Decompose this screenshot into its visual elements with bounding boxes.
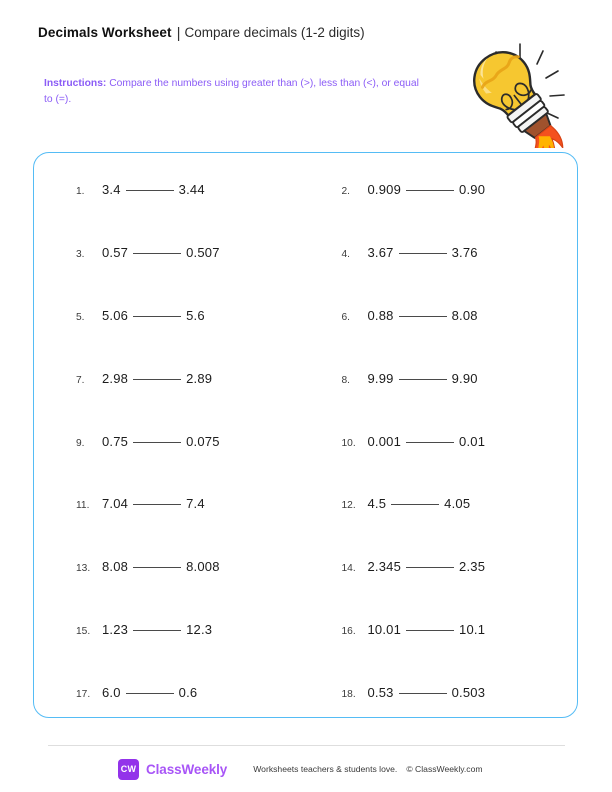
problem-number: 11. <box>76 500 90 512</box>
problem-right-value: 7.4 <box>186 496 205 512</box>
problem-expression <box>368 370 478 388</box>
answer-blank[interactable] <box>399 253 447 254</box>
problem-left-value: 8.08 <box>102 559 129 575</box>
problem-item[interactable] <box>306 558 578 621</box>
answer-blank[interactable] <box>133 253 181 254</box>
problem-right-value: 8.08 <box>451 307 478 323</box>
problem-number: 13. <box>76 563 91 575</box>
page-title <box>38 24 458 42</box>
page-header <box>38 24 458 42</box>
classweekly-logo-icon: CW <box>118 759 139 780</box>
problem-left-value: 0.88 <box>367 307 394 323</box>
problem-item[interactable] <box>306 433 578 496</box>
problem-item[interactable] <box>306 181 578 244</box>
answer-blank[interactable] <box>391 504 439 505</box>
problem-right-value: 0.507 <box>186 244 220 260</box>
answer-blank[interactable] <box>133 379 181 380</box>
problem-number: 12. <box>341 500 356 512</box>
problem-item[interactable] <box>34 433 306 496</box>
answer-blank[interactable] <box>133 442 181 443</box>
problem-item[interactable] <box>34 307 306 370</box>
problem-item[interactable] <box>306 370 578 433</box>
answer-blank[interactable] <box>133 316 181 317</box>
problem-left-value: 3.67 <box>367 244 394 260</box>
problem-item[interactable] <box>306 244 578 307</box>
problem-expression <box>102 244 220 262</box>
problem-left-value: 5.06 <box>102 307 129 323</box>
instructions-text: Compare the numbers using greater than (>), less than (<), or equal to (=). <box>44 78 419 105</box>
instructions-block <box>44 76 424 107</box>
problem-number: 14. <box>341 563 356 575</box>
problem-item[interactable] <box>34 244 306 307</box>
problem-number: 16. <box>341 626 356 638</box>
problem-item[interactable] <box>34 495 306 558</box>
problem-number: 10. <box>341 437 356 449</box>
answer-blank[interactable] <box>406 567 454 568</box>
answer-blank[interactable] <box>133 630 181 631</box>
problem-left-value: 0.909 <box>367 182 402 197</box>
problem-number: 17. <box>76 689 91 701</box>
footer-divider <box>48 745 565 746</box>
problem-expression <box>102 684 197 702</box>
problem-right-value: 2.89 <box>186 370 213 386</box>
problem-item[interactable] <box>306 307 578 370</box>
problem-number: 15. <box>76 626 91 638</box>
problem-expression <box>368 495 471 513</box>
problem-number: 3. <box>76 248 85 260</box>
brand-name: ClassWeekly <box>146 761 228 777</box>
problem-right-value: 8.008 <box>186 559 220 575</box>
problem-left-value: 0.53 <box>367 685 394 701</box>
problem-number: 8. <box>341 374 350 386</box>
problem-left-value: 10.01 <box>367 622 402 638</box>
problem-expression <box>102 621 212 639</box>
page-footer <box>118 757 483 781</box>
worksheet-card <box>33 152 578 718</box>
problem-right-value: 0.075 <box>186 433 220 449</box>
problem-item[interactable] <box>34 684 306 747</box>
answer-blank[interactable] <box>133 567 181 568</box>
problem-number: 2. <box>341 186 350 197</box>
problem-expression <box>102 181 205 199</box>
footer-copyright: © ClassWeekly.com <box>406 764 483 774</box>
problem-left-value: 0.001 <box>367 433 402 449</box>
problem-left-value: 4.5 <box>367 496 387 512</box>
page-title-subtitle: Compare decimals (1-2 digits) <box>184 25 365 40</box>
lightbulb-rocket-icon <box>444 38 576 148</box>
problem-item[interactable] <box>34 370 306 433</box>
problem-item[interactable] <box>306 684 578 747</box>
problem-left-value: 9.99 <box>367 370 394 386</box>
problem-left-value: 1.23 <box>102 622 129 638</box>
problem-expression <box>368 558 486 576</box>
problem-number: 9. <box>76 437 85 449</box>
problem-expression <box>368 433 486 451</box>
problem-item[interactable] <box>306 621 578 684</box>
problem-expression <box>368 244 478 262</box>
problem-number: 6. <box>341 311 350 323</box>
problem-left-value: 2.98 <box>102 370 129 386</box>
answer-blank[interactable] <box>406 190 454 191</box>
title-separator: | <box>176 25 181 42</box>
problems-grid <box>34 153 577 717</box>
problem-right-value: 3.76 <box>451 244 478 260</box>
problem-left-value: 7.04 <box>102 496 129 512</box>
problem-expression <box>102 433 220 451</box>
problem-expression <box>368 684 486 702</box>
problem-right-value: 5.6 <box>186 307 205 323</box>
problem-right-value: 3.44 <box>178 182 205 197</box>
problem-right-value: 12.3 <box>186 622 213 638</box>
problem-item[interactable] <box>34 621 306 684</box>
problem-expression <box>102 307 205 325</box>
problem-right-value: 0.01 <box>459 433 486 449</box>
problem-expression <box>368 307 478 325</box>
problem-expression <box>102 558 220 576</box>
problem-number: 18. <box>341 689 356 701</box>
problem-left-value: 2.345 <box>367 559 402 575</box>
problem-left-value: 0.75 <box>102 433 129 449</box>
footer-tagline: Worksheets teachers & students love. <box>253 764 398 774</box>
problem-left-value: 6.0 <box>102 685 121 701</box>
problem-number: 7. <box>76 374 85 386</box>
problem-left-value: 0.57 <box>102 244 129 260</box>
answer-blank[interactable] <box>399 316 447 317</box>
answer-blank[interactable] <box>406 442 454 443</box>
problem-right-value: 10.1 <box>459 622 486 638</box>
problem-number: 1. <box>76 186 85 197</box>
answer-blank[interactable] <box>399 693 447 694</box>
problem-item[interactable] <box>306 495 578 558</box>
problem-expression <box>102 370 212 388</box>
answer-blank[interactable] <box>126 190 174 191</box>
problem-number: 4. <box>341 248 350 260</box>
problem-expression <box>102 495 205 513</box>
problem-expression <box>368 621 486 639</box>
problem-right-value: 9.90 <box>451 370 478 386</box>
problem-left-value: 3.4 <box>102 182 121 197</box>
answer-blank[interactable] <box>133 504 181 505</box>
answer-blank[interactable] <box>399 379 447 380</box>
instructions-label: Instructions: <box>44 78 107 89</box>
answer-blank[interactable] <box>126 693 174 694</box>
problem-number: 5. <box>76 311 85 323</box>
problem-item[interactable] <box>34 181 306 244</box>
answer-blank[interactable] <box>406 630 454 631</box>
problem-expression <box>368 181 486 199</box>
problem-item[interactable] <box>34 558 306 621</box>
problem-right-value: 0.90 <box>459 182 486 197</box>
problem-right-value: 0.503 <box>451 685 486 701</box>
problem-right-value: 0.6 <box>178 685 198 701</box>
page-title-main: Decimals Worksheet <box>38 25 172 40</box>
problem-right-value: 2.35 <box>459 559 486 575</box>
problem-right-value: 4.05 <box>444 496 471 512</box>
